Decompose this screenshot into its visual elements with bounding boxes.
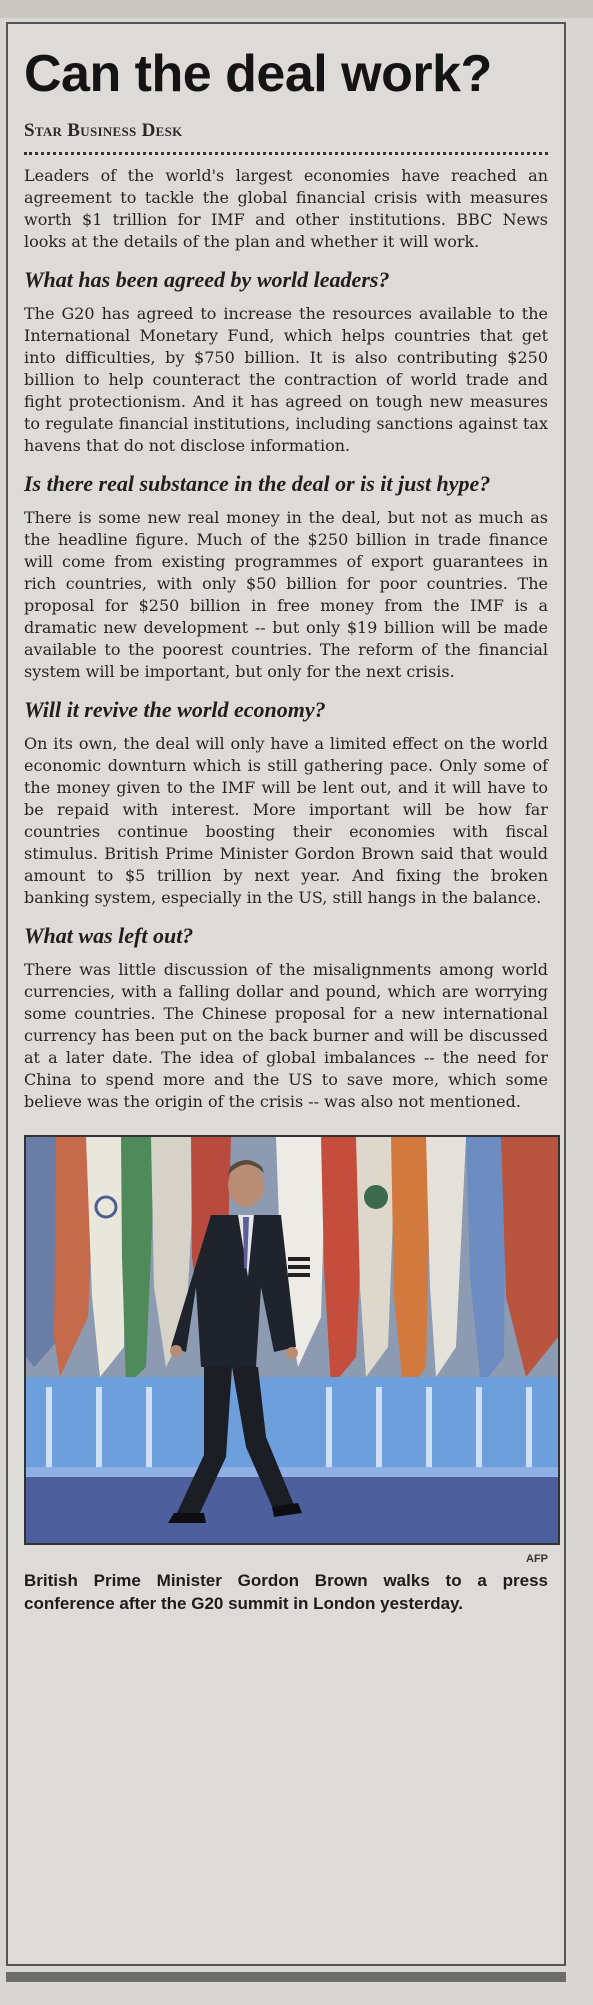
headline: Can the deal work? [24,45,492,103]
page-top-edge [0,0,593,18]
section-heading-revive: Will it revive the world economy? [24,697,326,722]
section-body-revive: On its own, the deal will only have a limited effect on the world economic downturn which is still gathering pace. Only some of the money given to the IMF will be lent out, and it will have to be repaid with interest. More important will be how far countries continue boosting their economies with fiscal stimulus. British Prime Minister Gordon Brown said that would amount to $5 trillion by next year. And fixing the broken banking system, especially in the US, still hangs in the balance. [24,734,548,907]
news-photo [24,1135,560,1545]
bottom-border-band [6,1972,566,1982]
photo-credit: AFP [526,1553,548,1565]
byline: Star Business Desk [24,120,183,141]
section-heading-agreed: What has been agreed by world leaders? [24,267,390,292]
section-body-left-out: There was little discussion of the misalignments among world currencies, with a falling dollar and pound, which are worrying some countries. The Chinese proposal for a new international currency has been put on the back burner and will be discussed at a later date. The idea of global imbalances -- the need for China to spend more and the US to save more, which some believe was the origin of the crisis -- was also not mentioned. [24,960,548,1111]
section-body-agreed: The G20 has agreed to increase the resources available to the International Monetary Fund, which helps countries that get into difficulties, by $750 billion. It is also contributing $250 billion to help counteract the contraction of world trade and fight protectionism. And it has agreed on tough new measures to regulate financial institutions, including sanctions against tax havens that do not disclose information. [24,304,548,455]
section-heading-substance: Is there real substance in the deal or is it just hype? [24,471,491,496]
photo-illustration [26,1137,558,1543]
dotted-divider [24,152,548,155]
intro-paragraph: Leaders of the world's largest economies have reached an agreement to tackle the global financial crisis with measures worth $1 trillion for IMF and other institutions. BBC News looks at the details of the plan and whether it will work. [24,166,548,251]
photo-caption: British Prime Minister Gordon Brown walks to a press conference after the G20 summit in London yesterday. [24,1571,548,1613]
section-heading-left-out: What was left out? [24,923,194,948]
news-article [6,22,566,1966]
section-body-substance: There is some new real money in the deal, but not as much as the headline figure. Much of the $250 billion in trade finance will come from existing programmes of export guarantees in rich countries, with only $50 billion for poor countries. The proposal for $250 billion in free money from the IMF is a dramatic new development -- but only $19 billion will be made available to the poorest countries. The reform of the financial system will be important, but only for the next crisis. [24,508,548,681]
